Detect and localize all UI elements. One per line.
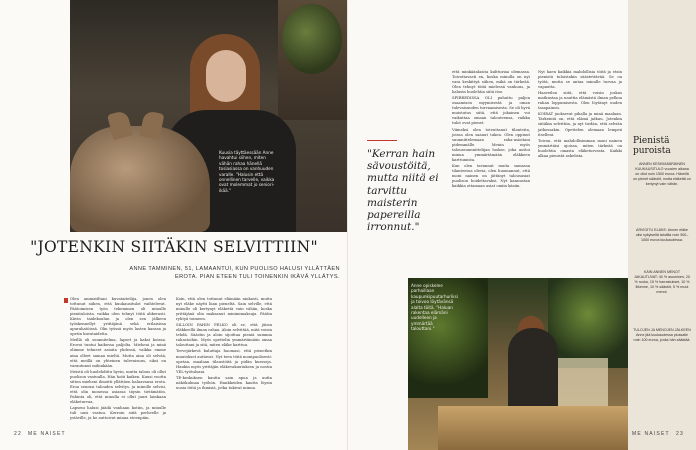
body-column-4	[538, 70, 622, 160]
photo-caption: Kuusia täyttäessään Anne havahtui siihen, miten vähän rahaa hänellä tosiasiassa on vanhuuden varalle. "Halusin että onnellinen tarvelle, vaikka ovat molemmat jo seniori-ikää."	[219, 150, 275, 193]
sidebar-block: ANNEN KESKIMÄÄRÄINEN KUUKAUSITULO vuosien aikana on ollut noin 1500 euroa. Hänellä on pienet säästöt, mutta eläkettä on kertynyt vain vähän.	[633, 162, 691, 186]
photo-person-face	[206, 50, 246, 102]
paragraph: Nyt haen kaikkia mahdollisia töitä ja etsin pienistä tuloistakin säästettävää. Se on työtä, mutta se antaa minulle turvaa ja vapautta.	[538, 70, 622, 90]
footer-page-number: 22	[14, 431, 22, 437]
paragraph: että minkäänlaista kultturiaa olemassa. Toivottavasti en, koska minulla on nyt vara keskittyä siihen, mikä on tärkeää. Olen tehnyt töitä mielessä vanhuus, ja halusin huolehtia siitä itse.	[452, 70, 530, 95]
paragraph: Viimeksi olen toteuttanut tilanteita, joissa olen saanut tukea. Olen oppinut suunnittelemaan raha-asioitani pidemmälle. Menin myös taloussuunnittelijan luokse, joka auttoi minua ymmärtämään eläkkeen karttumista.	[452, 127, 530, 162]
paragraph: Meillä oli suunnitelma, lapset ja kaksi koiraa. Erovoi tuntui kaikessa paljolta. Mieheni ja minä olimme tehneet asioita yhdessä, vaikka emme aina olleet samaa mieltä. Mutta aina oli selvää, että meillä on yhteinen tulevaisuus, siksi en varautunut mihinkään.	[70, 338, 166, 368]
paragraph: Lapseni halusi jäädä vanhaan kotiin, ja minulle tuli uusi vastuu. Kerroin siitä perheelle ja ystäville, ja he auttoivat minua eteenpäin.	[70, 405, 166, 421]
paragraph: Kun olen tavannut muita samassa tilanteessa olevia, olen huomannut, että moni nainen on jättänyt talousasiat puolison hoidettavaksi. Nyt kannustan kaikkia ottamaan asiat omiin käsiin.	[452, 163, 530, 189]
paragraph: Meistä oli huolehdittu hyvin, mutta talous oli ollut puolison vastuulla. Hän hoiti kaiken. Kuusi vuotta sitten mieheni ilmoitti yllättäen haluavansa erota. Eroa seurasi talouden selvitys, ja minulle selvisi, että olin monessa asiassa täysin tietämätön. Pahinta oli, että minulla ei ollut juuri lainkaan eläketurvaa.	[70, 369, 166, 404]
paragraph: SPIRREDISSA OLI puhuttu paljon osaamisen myymisestä ja oman tulevaisuuden turvaamisesta. Se oli hyvä muistutus siitä, että jokainen voi vaikuttaa omaan talouteensa, vaikka tulot ovat pienet.	[452, 96, 530, 126]
paragraph: Koin, että olen tottunut elämään niukasti, mutta nyt eläke näytti liian pieneltä. Sain selville, että minulle oli kertynyt eläkettä vain vähän, koska yrittäjänä olin maksanut minimimaksuja. Päätin ryhtyä toimeen.	[176, 297, 272, 322]
fact-sidebar	[628, 0, 696, 450]
portrait-photo	[70, 0, 348, 232]
paragraph: Olen ammatiltani kuvataiteilija, jonen olen tottunut siihen, että kuukausitulot vaihtelevat. Päätoimisen työn tekeminen oli minulle pienituloista, vaikka olen tehnyt töitä ahkerasti. Kävin taidekoulun ja olen sen jälkeen työskennellyt yrittäjänä sekä erilaisissa apurahatöissä. Olin työssä myös lasten kanssa ja opetin kuvataidetta.	[70, 297, 166, 337]
photo-table	[438, 406, 628, 450]
footer-magazine-name: ME NAISET	[632, 431, 670, 437]
article-subhead	[70, 266, 340, 282]
sidebar-title: Pienistä puroista	[633, 136, 671, 157]
subhead-line: EROTA. PIAN ETEEN TULI TOINENKIN IKÄVÄ YLLÄTYS.	[174, 273, 340, 280]
pull-quote-rule	[367, 140, 397, 141]
body-column-3	[452, 70, 530, 190]
body-column-1	[70, 297, 166, 422]
photo-dog	[70, 126, 210, 232]
photo-caption: Anne opiskelee parhaillaan kaupunkipuutarhuriksi ja toivoo löytävänsä alalta töitä. "Haluan rakentaa elämäni uudelleen ja ymmärtää talouttani."	[411, 283, 458, 332]
lead-marker	[64, 298, 68, 303]
sidebar-block: ARVIOITU ELÄKE: Annen eläke olisi nykyisellä tahdilla noin 900–1000 euroa kuukaudessa.	[635, 228, 689, 242]
paragraph: Tervejärkevä kuluttaja huomasi, että pienetkin muutokset auttavat. Nyt teen töitä monipuolisesti: opetan, maalaan tilaustöitä ja pidän kursseja. Hankin myös yrittäjän eläkevakuutuksen ja nostin YEL-työtuloani.	[176, 349, 272, 374]
footer-magazine-name: ME NAISET	[28, 431, 66, 437]
subhead-line: ANNE TAMMINEN, 51, LAMAANTUI, KUN PUOLISO HALUSI YLLÄTTÄEN	[129, 266, 340, 272]
paragraph: Haaveilen siitä, että voisin joskus matkustaa ja nauttia elämästä ilman pelkoa rahan loppumisesta. Olen löytänyt uuden tasapainon.	[538, 91, 622, 111]
sidebar-block: KÄIN ANNEN MENOT JAKAUTUVAT: 40 % asuminen, 20 % ruoka, 15 % harrastukset, 10 % liikenne, 10 % säästöt, 5 % muut menot.	[634, 270, 690, 294]
pull-quote: "Kerran hain sävoustöitä, mutta niitä ei tarvittu maisterin papereilla irronnut."	[367, 148, 439, 234]
paragraph: SILLOIN PAHIN PELKO oli se, että jäisin eläkkeellä ilman rahaa. Aloin selvittää, mitä voisin tehdä. Säästin ja aloin sijoittaa pieniä summia rahastoihin. Myös opettelin ymmärtämään omaa talouttani ja sitä, miten eläke karttuu.	[176, 323, 272, 348]
paragraph: TE-keskuksen kautta sain apua ja uutta näkökulmaa työhön. Hankkeiden kautta löysin uusia töitä ja ihmisiä, jotka tukivat minua.	[176, 375, 272, 390]
paragraph: KOIRAT juoksevat pihalla ja minä maalaan. Tärkeintä on, että elämä jatkuu. Jotenkin siitäkin selvittiin, ja nyt tiedän, että selviän jatkossakin. Opettelen olemaan lempeä itselleni.	[538, 112, 622, 137]
photo-plant	[282, 4, 342, 74]
footer-page-number: 23	[676, 431, 684, 437]
article-headline: "JOTENKIN SIITÄKIN SELVITTIIN"	[30, 238, 318, 256]
body-column-2	[176, 297, 272, 392]
sidebar-block: TULOJEN JA MENOJEN JÄLKEEN Anne jää kuukaudessa plussalle noin 100 euroa, jonka hän säästää.	[633, 328, 691, 342]
photo-plants	[548, 278, 628, 368]
paragraph: Toivon, että mahdollisimman moni nainen ymmärtäisi ajoissa, miten tärkeää on huolehtia omasta eläketurvasta. Kaikki alkaa pienistä askelista.	[538, 138, 622, 158]
